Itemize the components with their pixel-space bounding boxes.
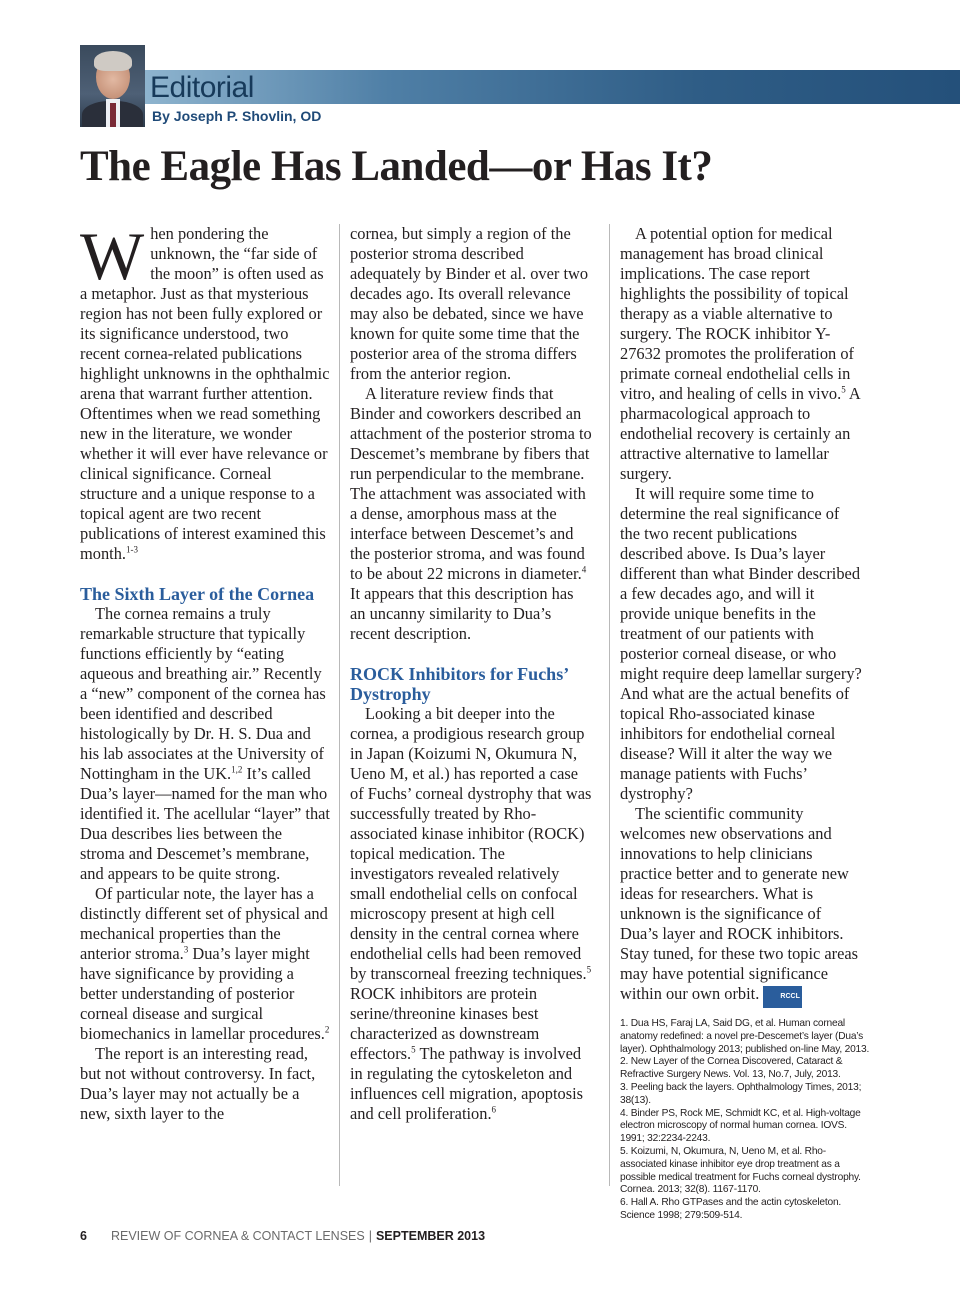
column-1 xyxy=(80,218,330,1124)
paragraph: When pondering the unknown, the “far side of the moon” is often used as a metaphor. Just as that mysterious region has not been fully explored or its significance understood, two recent cornea-related publications highlight unknowns in the ophthalmic arena that warrant further attention. Oftentimes when we read something new in the literature, we wonder whether it will ever have relevance or clinical significance. Corneal structure and a unique response to a topical agent are two recent publications of interest examined this month.$^{1-3}$ xyxy=(80,218,330,563)
reference-item: 1. Dua HS, Faraj LA, Said DG, et al. Human corneal anatomy redefined: a novel pre-Descemet’s layer (Dua’s layer). Ophthalmology 2013; published on-line May, 2013. xyxy=(620,1018,870,1055)
page-number: 6 xyxy=(80,1229,87,1243)
issue-date: SEPTEMBER 2013 xyxy=(375,1229,486,1243)
footer-separator: | xyxy=(368,1229,372,1243)
article-title: The Eagle Has Landed—or Has It? xyxy=(80,143,713,190)
paragraph: The cornea remains a truly remarkable structure that typically functions efficiently by “eating aqueous and breathing air.” Recently a “new” component of the cornea has been identified and described histologically by Dr. H. S. Dua and his lab associates at the University of Nottingham in the UK.$^{1,2}$ It’s called Dua’s layer—named for the man who identified it. The acellular “layer” that Dua describes lies between the stroma and Descemet’s membrane, and appears to be quite strong. xyxy=(80,604,330,883)
publication-name: REVIEW OF CORNEA & CONTACT LENSES xyxy=(110,1229,365,1243)
paragraph: Of particular note, the layer has a distinctly different set of physical and mechanical properties than the anterior stroma.$^3$ Dua’s layer might have significance by providing a better understanding of posterior corneal disease and surgical biomechanics in lamellar procedures.$^2$ xyxy=(80,884,330,1043)
column-divider xyxy=(609,224,610,1186)
author-photo xyxy=(80,45,145,127)
reference-item: 5. Koizumi, N, Okumura, N, Ueno M, et al. Rho-associated kinase inhibitor eye drop treatment as a possible medical treatment for Fuchs corneal dystrophy. Cornea. 2013; 32(8). 1167-1170. xyxy=(620,1145,861,1196)
drop-cap: W xyxy=(80,218,145,294)
subhead-rock-inhibitors: ROCK Inhibitors for Fuchs’ Dystrophy xyxy=(350,664,568,704)
section-label: Editorial xyxy=(150,71,254,104)
reference-item: 3. Peeling back the layers. Ophthalmology Times, 2013; 38(13). xyxy=(620,1081,862,1106)
references xyxy=(620,1018,870,1223)
paragraph: The scientific community welcomes new observations and innovations to help clinicians practice better and to generate new ideas for researchers. What is unknown is the significance of Dua’s layer and ROCK inhibitors. Stay tuned, for these two topic areas may have potential significance within our own orbit. RCCL xyxy=(620,804,862,1008)
column-3 xyxy=(620,224,862,1008)
column-2 xyxy=(350,224,592,1124)
reference-item: 2. New Layer of the Cornea Discovered, Cataract & Refractive Surgery News. Vol. 13, No.7, July, 2013. xyxy=(620,1056,843,1081)
reference-item: 6. Hall A. Rho GTPases and the actin cytoskeleton. Science 1998; 279:509-514. xyxy=(620,1197,842,1221)
column-divider xyxy=(339,224,340,1186)
page-footer xyxy=(80,1229,485,1243)
paragraph: It will require some time to determine the real significance of the two recent publications described above. Is Dua’s layer different than what Binder described a few decades ago, and will it provide unique benefits in the treatment of our patients with posterior corneal disease, or who might require deep lamellar surgery? And what are the actual benefits of topical Rho-associated kinase inhibitors for endothelial corneal disease? Will it alter the way we manage patients with Fuchs’ dystrophy? xyxy=(620,484,862,803)
paragraph: The report is an interesting read, but not without controversy. In fact, Dua’s layer may not actually be a new, sixth layer to the xyxy=(80,1044,316,1123)
paragraph: cornea, but simply a region of the posterior stroma described adequately by Binder et al. over two decades ago. Its overall relevance may also be debated, since we have known for quite some time that the posterior area of the stroma differs from the anterior region. xyxy=(350,224,589,383)
end-mark-icon: RCCL xyxy=(763,986,801,1008)
paragraph: Looking a bit deeper into the cornea, a prodigious research group in Japan (Koizumi N, Okumura N, Ueno M, et al.) has reported a case of Fuchs’ corneal dystrophy that was successfully treated by Rho-associated kinase inhibitor (ROCK) topical medication. The investigators revealed relatively small endothelial cells on confocal microscopy present at high cell density in the central cornea where endothelial cells had been removed by transcorneal freezing techniques.$^5$ ROCK inhibitors are protein serine/threonine kinases best characterized as downstream effectors.$^5$ The pathway is involved in regulating the cytoskeleton and influences cell migration, apoptosis and cell proliferation.$^6$ xyxy=(350,704,592,1123)
paragraph: A literature review finds that Binder and coworkers described an attachment of the posterior stroma to Descemet’s membrane by fibers that run perpendicular to the membrane. The attachment was associated with a dense, amorphous mass at the interface between Descemet’s and the posterior stroma, and was found to be about 22 microns in diameter.$^4$ It appears that this description has an uncanny similarity to Dua’s recent description. xyxy=(350,384,592,643)
paragraph: A potential option for medical management has broad clinical implications. The case report highlights the possibility of topical therapy as a viable alternative to surgery. The ROCK inhibitor Y-27632 promotes the proliferation of primate corneal endothelial cells in vitro, and healing of cells in vivo.$^5$ A pharmacological approach to endothelial recovery is certainly an attractive alternative to lamellar surgery. xyxy=(620,224,860,483)
subhead-sixth-layer: The Sixth Layer of the Cornea xyxy=(80,584,315,604)
reference-item: 4. Binder PS, Rock ME, Schmidt KC, et al. High-voltage electron microscopy of normal human cornea. IOVS. 1991; 32:2234-2243. xyxy=(620,1107,861,1145)
byline: By Joseph P. Shovlin, OD xyxy=(152,108,322,124)
